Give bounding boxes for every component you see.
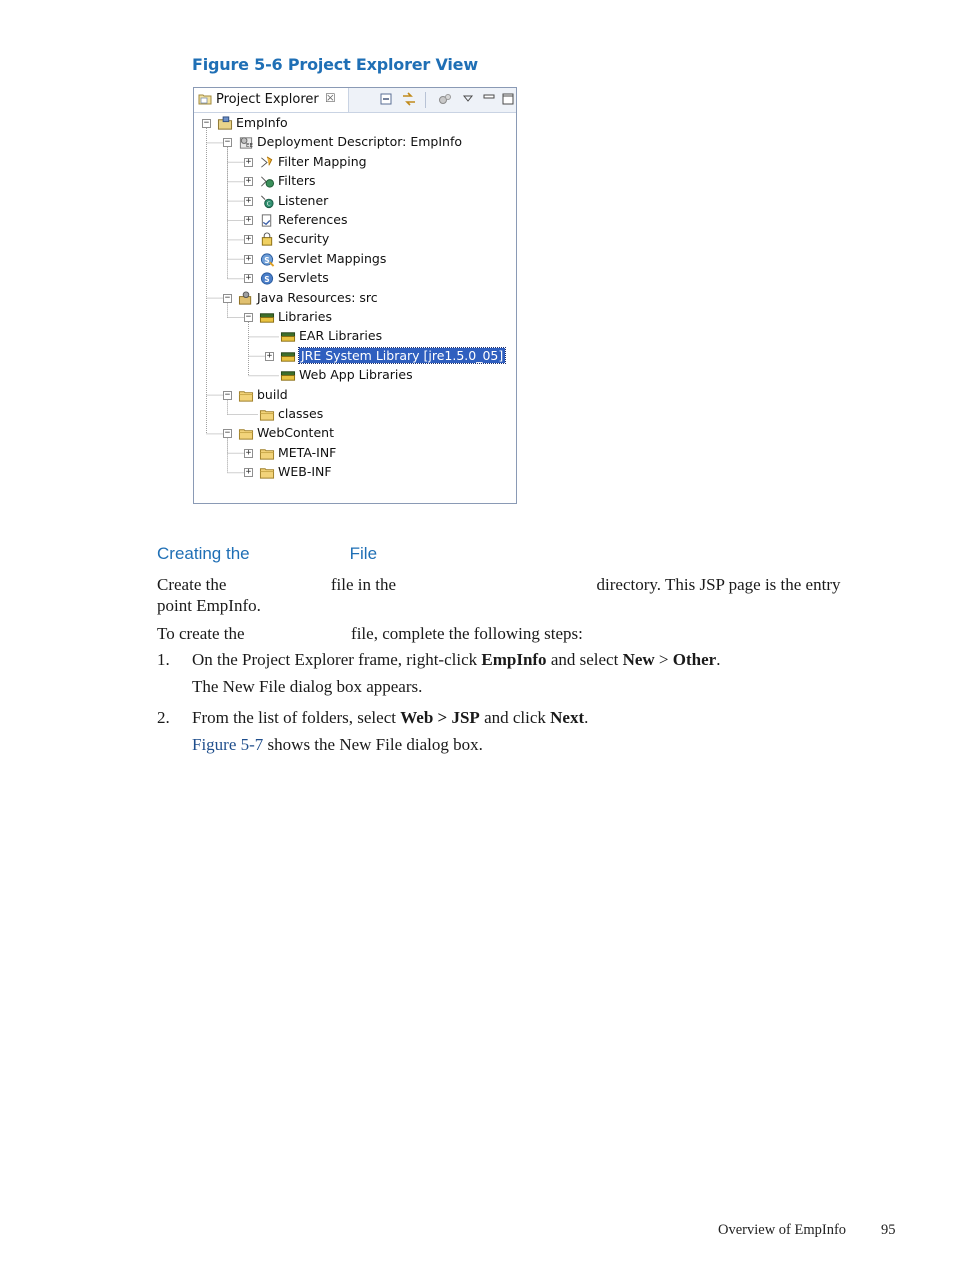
svg-text:EE: EE bbox=[246, 143, 254, 150]
step-2-number: 2. bbox=[157, 708, 170, 727]
expand-icon[interactable]: + bbox=[245, 234, 252, 245]
step-2-a: From the list of folders, select bbox=[192, 708, 401, 727]
paragraph-1 bbox=[157, 574, 917, 595]
listener-icon bbox=[259, 194, 275, 209]
collapse-icon[interactable]: − bbox=[224, 428, 231, 439]
tree-item[interactable] bbox=[194, 424, 514, 443]
filters-icon bbox=[259, 174, 275, 189]
project-explorer-panel bbox=[193, 87, 517, 504]
tree-item[interactable] bbox=[194, 444, 514, 463]
tree-item[interactable] bbox=[194, 308, 514, 327]
expand-icon[interactable]: + bbox=[245, 273, 252, 284]
expand-icon[interactable]: + bbox=[245, 467, 252, 478]
tree-item[interactable] bbox=[194, 192, 514, 211]
tree-item-label: EAR Libraries bbox=[299, 328, 383, 344]
p2-part-a: To create the bbox=[157, 624, 245, 643]
tree-item[interactable] bbox=[194, 269, 514, 288]
folder-icon bbox=[259, 446, 275, 461]
step-2-result bbox=[192, 735, 483, 755]
expand-icon[interactable]: + bbox=[245, 195, 252, 206]
folder-icon bbox=[238, 388, 254, 403]
expand-icon[interactable]: + bbox=[245, 215, 252, 225]
collapse-icon[interactable]: − bbox=[224, 137, 231, 148]
collapse-icon[interactable]: − bbox=[245, 312, 252, 322]
tree-item-label: classes bbox=[278, 406, 324, 421]
security-icon bbox=[259, 232, 275, 247]
tree-item-label: Listener bbox=[278, 192, 329, 208]
tree-item-label: build bbox=[257, 386, 288, 402]
step-1-result: The New File dialog box appears. bbox=[192, 677, 423, 696]
close-icon[interactable]: ☒ bbox=[325, 91, 336, 105]
collapse-all-icon[interactable] bbox=[378, 91, 394, 107]
filter-mapping-icon bbox=[259, 155, 275, 170]
collapse-icon[interactable]: − bbox=[203, 118, 210, 128]
folder-icon bbox=[238, 426, 254, 441]
filter-icon[interactable] bbox=[437, 91, 453, 107]
minimize-icon[interactable] bbox=[481, 91, 497, 107]
footer-title: Overview of EmpInfo bbox=[718, 1222, 847, 1238]
deployment-descriptor-icon bbox=[238, 135, 254, 150]
section-title-end: File bbox=[349, 544, 378, 563]
expand-icon[interactable]: + bbox=[245, 253, 252, 264]
svg-text:S: S bbox=[264, 274, 270, 284]
paragraph-1-continued: point EmpInfo. bbox=[157, 596, 261, 615]
tree-item[interactable] bbox=[194, 289, 514, 308]
tree-item[interactable] bbox=[194, 463, 514, 482]
project-explorer-icon bbox=[198, 93, 212, 105]
step-2-result-rest: shows the New File dialog box. bbox=[263, 735, 483, 754]
view-menu-icon[interactable] bbox=[460, 91, 476, 107]
project-icon bbox=[217, 116, 233, 131]
collapse-icon[interactable]: − bbox=[224, 389, 231, 400]
figure-5-7-link[interactable]: Figure 5-7 bbox=[192, 735, 264, 754]
step-2-text bbox=[192, 708, 588, 728]
tree-item-label: Servlet Mappings bbox=[278, 250, 387, 266]
tree-item-label: Security bbox=[278, 231, 330, 247]
tree-item-label: WebContent bbox=[257, 425, 334, 441]
library-icon bbox=[280, 329, 296, 344]
svg-text:C: C bbox=[266, 201, 271, 208]
step-1-d: . bbox=[716, 650, 721, 669]
step-1-number: 1. bbox=[157, 650, 170, 669]
java-resources-icon bbox=[238, 291, 254, 306]
tree-item[interactable] bbox=[194, 211, 514, 230]
figure-caption: Figure 5-6 Project Explorer View bbox=[192, 55, 478, 74]
tree-item-label: Filters bbox=[278, 173, 316, 189]
tree-item[interactable] bbox=[194, 172, 514, 191]
tree-item[interactable] bbox=[194, 386, 514, 405]
tree-item[interactable] bbox=[194, 250, 514, 269]
tree-item-label: EmpInfo bbox=[236, 115, 288, 130]
p1-part-c: directory. This JSP page is the entry bbox=[596, 575, 841, 594]
section-title bbox=[157, 544, 377, 564]
step-1-bold-3: Other bbox=[672, 650, 717, 669]
tree-item[interactable] bbox=[194, 366, 514, 385]
project-explorer-tab[interactable] bbox=[194, 88, 349, 112]
tree-item[interactable] bbox=[194, 153, 514, 172]
collapse-icon[interactable]: − bbox=[224, 292, 231, 303]
tree-item-label: Servlets bbox=[278, 270, 329, 286]
tree-item-label: References bbox=[278, 212, 348, 227]
references-icon bbox=[259, 213, 275, 228]
tree-item[interactable] bbox=[194, 133, 514, 152]
tree-item-label: JRE System Library [jre1.5.0_05] bbox=[301, 347, 504, 363]
svg-text:S: S bbox=[264, 255, 270, 265]
step-2-bold-1: Web > JSP bbox=[400, 708, 480, 727]
expand-icon[interactable]: + bbox=[266, 350, 273, 361]
folder-icon bbox=[259, 407, 275, 422]
library-icon bbox=[280, 349, 296, 364]
servlets-icon bbox=[259, 271, 275, 286]
step-1-text bbox=[192, 650, 720, 670]
step-1-bold-2: New bbox=[622, 650, 655, 669]
tree-item[interactable] bbox=[194, 327, 514, 346]
page-number: 95 bbox=[881, 1222, 896, 1238]
project-explorer-header bbox=[194, 88, 516, 113]
step-2-bold-2: Next bbox=[550, 708, 585, 727]
section-title-start: Creating the bbox=[157, 544, 250, 563]
step-1-c: > bbox=[654, 650, 673, 669]
p2-part-b: file, complete the following steps: bbox=[351, 624, 583, 643]
folder-icon bbox=[259, 465, 275, 480]
step-1-a: On the Project Explorer frame, right-click bbox=[192, 650, 482, 669]
tree-item[interactable] bbox=[194, 347, 514, 366]
p1-part-a: Create the bbox=[157, 575, 227, 594]
expand-icon[interactable]: + bbox=[245, 447, 252, 458]
tree-item-label: Java Resources: src bbox=[257, 289, 378, 305]
tree-item[interactable] bbox=[194, 405, 514, 424]
step-2-b: and click bbox=[479, 708, 551, 727]
p1-part-b: file in the bbox=[330, 575, 397, 594]
expand-icon[interactable]: + bbox=[245, 176, 252, 187]
library-icon bbox=[259, 310, 275, 325]
step-1-b: and select bbox=[546, 650, 623, 669]
tree-item-label: WEB-INF bbox=[278, 464, 332, 480]
paragraph-2 bbox=[157, 623, 583, 644]
step-2-c: . bbox=[584, 708, 589, 727]
link-with-editor-icon[interactable] bbox=[401, 91, 417, 107]
maximize-icon[interactable] bbox=[500, 91, 516, 107]
library-icon bbox=[280, 368, 296, 383]
tree-item-label: Web App Libraries bbox=[299, 367, 413, 383]
tree-item-label: META-INF bbox=[278, 444, 337, 460]
step-1-bold-1: EmpInfo bbox=[481, 650, 547, 669]
tree-item-label: Filter Mapping bbox=[278, 153, 367, 169]
tree-item-label: Libraries bbox=[278, 309, 332, 324]
toolbar-separator bbox=[425, 92, 426, 108]
project-explorer-title: Project Explorer bbox=[216, 92, 319, 107]
servlet-mappings-icon bbox=[259, 252, 275, 267]
tree-item[interactable] bbox=[194, 230, 514, 249]
tree-item[interactable] bbox=[194, 114, 514, 133]
expand-icon[interactable]: + bbox=[245, 156, 252, 167]
tree-item-label: Deployment Descriptor: EmpInfo bbox=[257, 134, 462, 150]
